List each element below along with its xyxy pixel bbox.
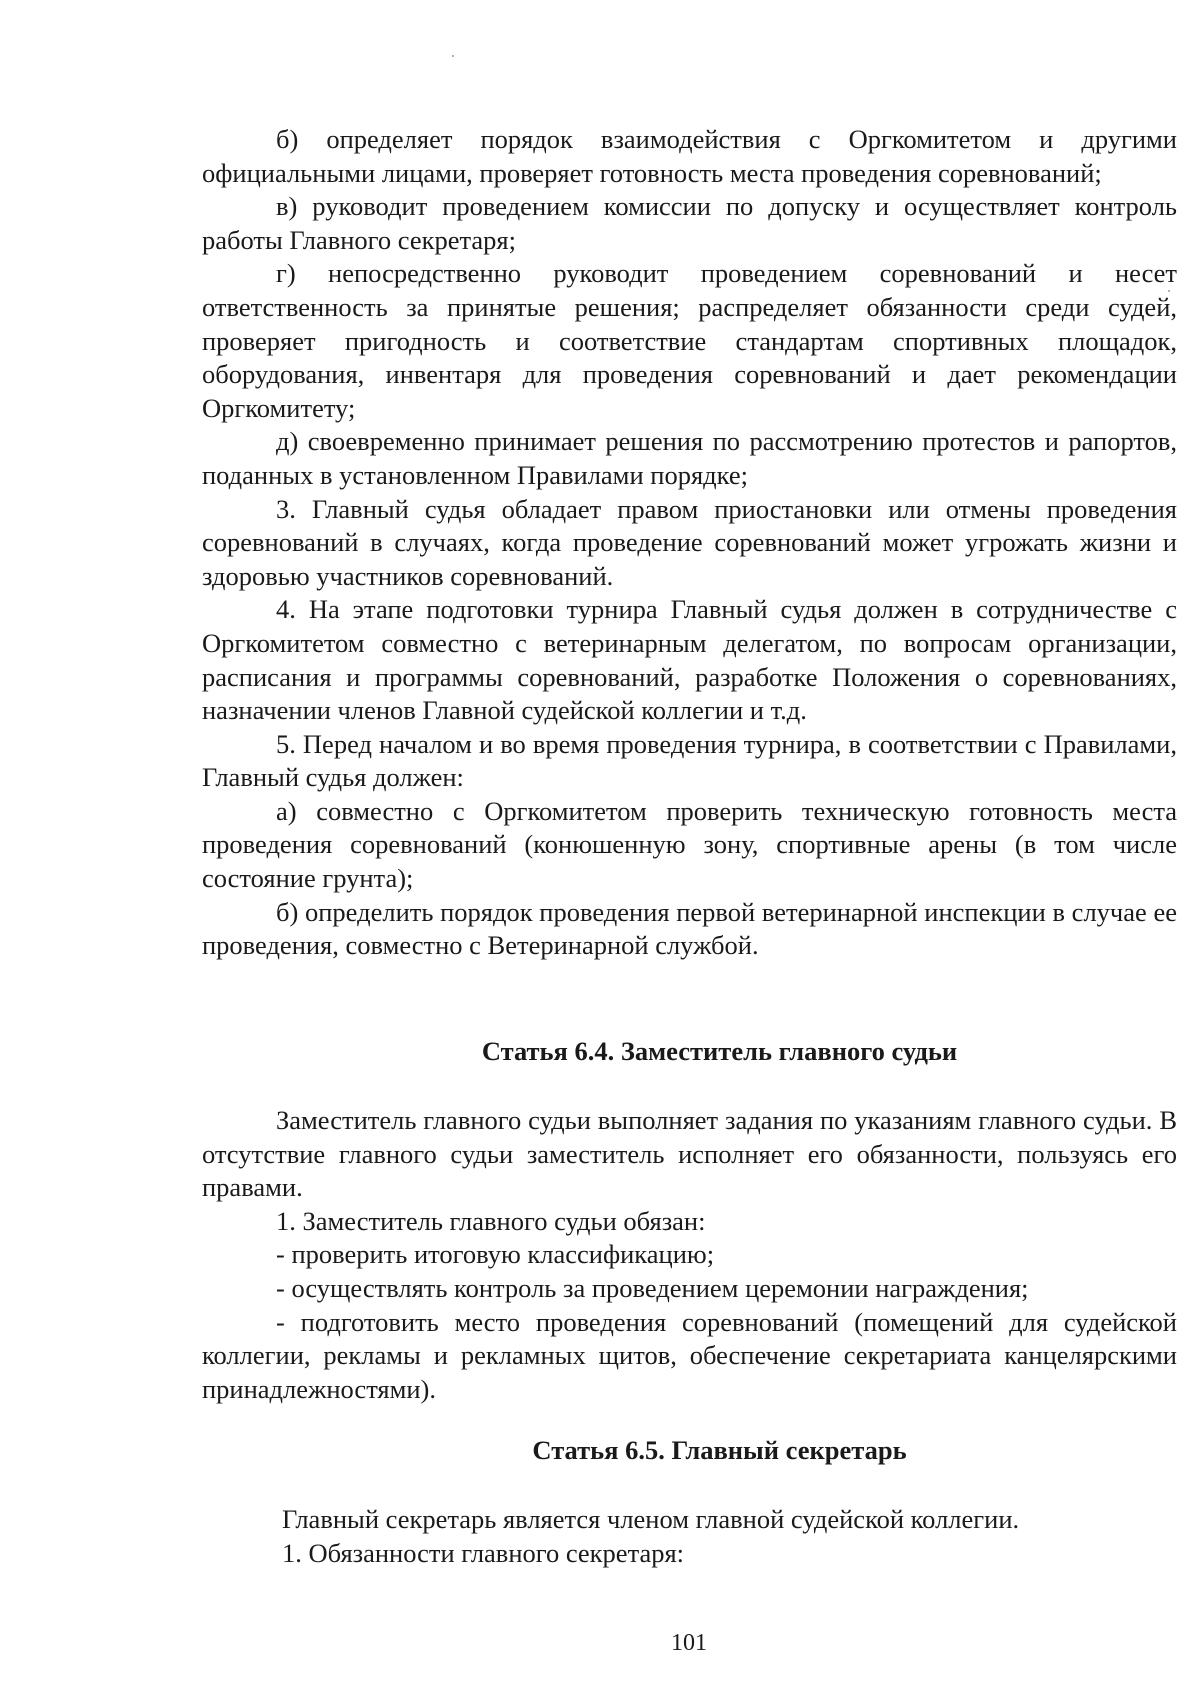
body-text-block [202,1503,1177,1570]
body-text-block [202,123,1177,963]
paragraph-point-5: 5. Перед началом и во время проведения турнира, в соответствии с Правилами, Главный судья должен: [202,728,1177,793]
paragraph-item-b: б) определяет порядок взаимодействия с Оргкомитетом и другими официальными лицами, проверяет готовность места проведения соревнований; [202,124,1177,188]
paragraph-item-d: д) своевременно принимает решения по рассмотрению протестов и рапортов, поданных в установленном Правилами порядке; [202,426,1177,490]
paragraph-intro: Главный секретарь является членом главной судейской коллегии. [282,1504,1020,1534]
paragraph-point-1: 1. Обязанности главного секретаря: [282,1537,685,1568]
paragraph-point-3: 3. Главный судья обладает правом приостановки или отмены проведения соревнований в случаях, когда проведение соревнований может угрожать жизни и здоровью участников соревнований. [202,493,1177,591]
paragraph-item-b-2: б) определить порядок проведения первой ветеринарной инспекции в случае ее проведения, совместно с Ветеринарной службой. [202,896,1177,961]
list-item: - проверить итоговую классификацию; [276,1239,715,1270]
list-item: - подготовить место проведения соревнований (помещений для судейской коллегии, рекламы и рекламных щитов, обеспечение секретариата канцелярскими принадлежностями). [202,1306,1177,1404]
paragraph-item-a: а) совместно с Оргкомитетом проверить техническую готовность места проведения соревнований (конюшенную зону, спортивные арены (в том числе состояние грунта); [202,795,1177,894]
page-number: 101 [671,1630,707,1656]
section-heading-6-5: Статья 6.5. Главный секретарь [532,1435,907,1465]
paragraph-item-g: г) непосредственно руководит проведением соревнований и несет ответственность за принятые решения; распределяет обязанности среди судей, проверяет пригодность и соответствие стандартам спортивных площадок, оборудования, инвентаря для проведения соревнований и дает рекомендации Оргкомитету; [202,258,1177,423]
paragraph-point-4: 4. На этапе подготовки турнира Главный судья должен в сотрудничестве с Оргкомитетом совместно с ветеринарным делегатом, по вопросам организации, расписания и программы соревнований, разработке Положения о соревнованиях, назначении членов Главной судейской коллегии и т.д. [202,594,1177,726]
paragraph-point-1: 1. Заместитель главного судьи обязан: [276,1205,706,1236]
body-text-block [202,1104,1177,1406]
paragraph-intro: Заместитель главного судьи выполняет задания по указаниям главного судьи. В отсутствие главного судьи заместитель исполняет его обязанности, пользуясь его правами. [202,1105,1177,1203]
list-item: - осуществлять контроль за проведением церемонии награждения; [276,1272,1029,1303]
paragraph-item-v: в) руководит проведением комиссии по допуску и осуществляет контроль работы Главного секретаря; [202,191,1177,255]
section-heading-6-4: Статья 6.4. Заместитель главного судьи [481,1036,958,1066]
scan-speck [452,55,454,57]
